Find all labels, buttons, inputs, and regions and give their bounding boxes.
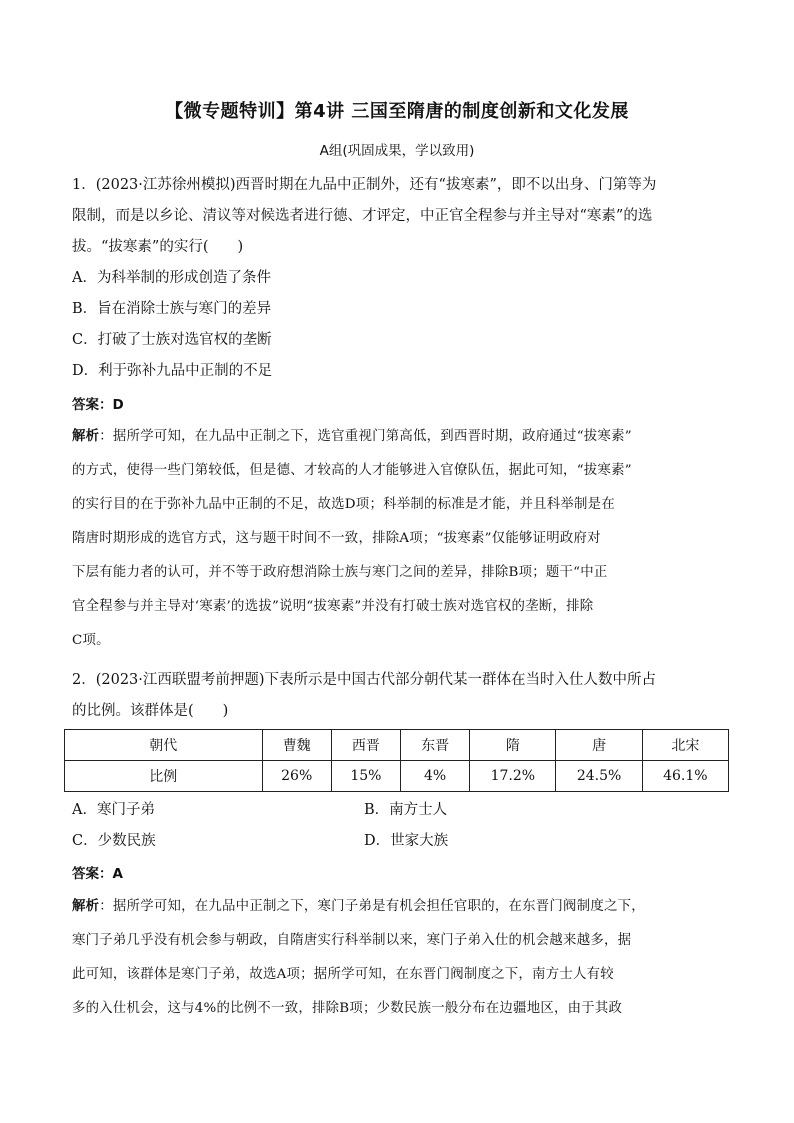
q2-analysis-line — [72, 895, 732, 914]
q1-option-b: B．旨在消除士族与寒门的差异 — [72, 301, 272, 317]
q2-answer: 答案：A — [72, 866, 123, 882]
table-cell: 4% — [401, 761, 470, 792]
q2-analysis-line: 多的入仕机会，这与4%的比例不一致，排除B项；少数民族一般分布在边疆地区，由于其政 — [72, 1001, 623, 1016]
table-header-cell: 曹魏 — [262, 730, 331, 761]
table-header-cell: 隋 — [470, 730, 556, 761]
q1-stem-line: 1．(2023·江苏徐州模拟)西晋时期在九品中正制外，还有“拔寒素”，即不以出身、门第等为 — [72, 177, 657, 193]
q2-option-d: D．世家大族 — [364, 833, 449, 849]
q1-analysis-line: C项。 — [72, 633, 110, 648]
table-cell: 17.2% — [470, 761, 556, 792]
q2-stem-line: 2．(2023·江西联盟考前押题)下表所示是中国古代部分朝代某一群体在当时入仕人数中所占 — [72, 672, 657, 688]
q1-answer: 答案：D — [72, 397, 124, 413]
q1-option-c: C．打破了士族对选官权的垄断 — [72, 332, 272, 348]
q2-stem-line: 的比例。该群体是( ) — [72, 703, 229, 719]
q1-analysis-line: 下层有能力者的认可，并不等于政府想消除士族与寒门之间的差异，排除B项；题干“中正 — [72, 565, 608, 580]
table-cell: 46.1% — [642, 761, 728, 792]
q1-analysis-line: 的方式，使得一些门第较低，但是德、才较高的人才能够进入官僚队伍，据此可知，“拔寒素” — [72, 463, 632, 478]
q1-stem-line: 限制，而是以乡论、清议等对候选者进行德、才评定，中正官全程参与并主导对“寒素”的选 — [72, 208, 653, 224]
group-heading: A组(巩固成果，学以致用) — [319, 143, 475, 159]
analysis-text: ：据所学可知，在九品中正制之下，寒门子弟是有机会担任官职的，在东晋门阀制度之下， — [99, 899, 645, 914]
q2-analysis-line: 此可知，该群体是寒门子弟，故选A项；据所学可知，在东晋门阀制度之下，南方士人有较 — [72, 967, 614, 982]
table-header-cell: 朝代 — [65, 730, 263, 761]
table-cell: 比例 — [65, 761, 263, 792]
q2-option-b: B．南方士人 — [364, 802, 448, 818]
q1-stem-line: 拔。“拔寒素”的实行( ) — [72, 239, 244, 255]
q1-analysis-line: 的实行目的在于弥补九品中正制的不足，故选D项；科举制的标准是才能，并且科举制是在 — [72, 497, 615, 512]
q1-analysis-line — [72, 425, 732, 444]
data-table — [64, 729, 729, 792]
q1-analysis-line: 官全程参与并主导对‘寒素’的选拔”说明“拔寒素”并没有打破士族对选官权的垄断，排除 — [72, 599, 594, 614]
analysis-label: 解析 — [72, 429, 100, 444]
table-cell: 26% — [262, 761, 331, 792]
page-title: 【微专题特训】第4讲 三国至隋唐的制度创新和文化发展 — [165, 101, 629, 122]
table-row — [65, 761, 729, 792]
q2-option-a: A．寒门子弟 — [72, 802, 155, 818]
table-header-cell: 东晋 — [401, 730, 470, 761]
q2-option-c: C．少数民族 — [72, 833, 156, 849]
analysis-label: 解析 — [72, 899, 100, 914]
q1-option-d: D．利于弥补九品中正制的不足 — [72, 363, 273, 379]
q1-analysis-line: 隋唐时期形成的选官方式，这与题干时间不一致，排除A项；“拔寒素”仅能够证明政府对 — [72, 531, 601, 546]
table-cell: 15% — [331, 761, 400, 792]
analysis-text: ：据所学可知，在九品中正制之下，选官重视门第高低，到西晋时期，政府通过“拔寒素” — [99, 429, 632, 444]
table-header-cell: 北宋 — [642, 730, 728, 761]
q1-option-a: A．为科举制的形成创造了条件 — [72, 270, 271, 286]
table-header-cell: 唐 — [556, 730, 642, 761]
table-row — [65, 730, 729, 761]
q2-analysis-line: 寒门子弟几乎没有机会参与朝政，自隋唐实行科举制以来，寒门子弟入仕的机会越来越多，据 — [72, 933, 632, 948]
table-cell: 24.5% — [556, 761, 642, 792]
table-header-cell: 西晋 — [331, 730, 400, 761]
